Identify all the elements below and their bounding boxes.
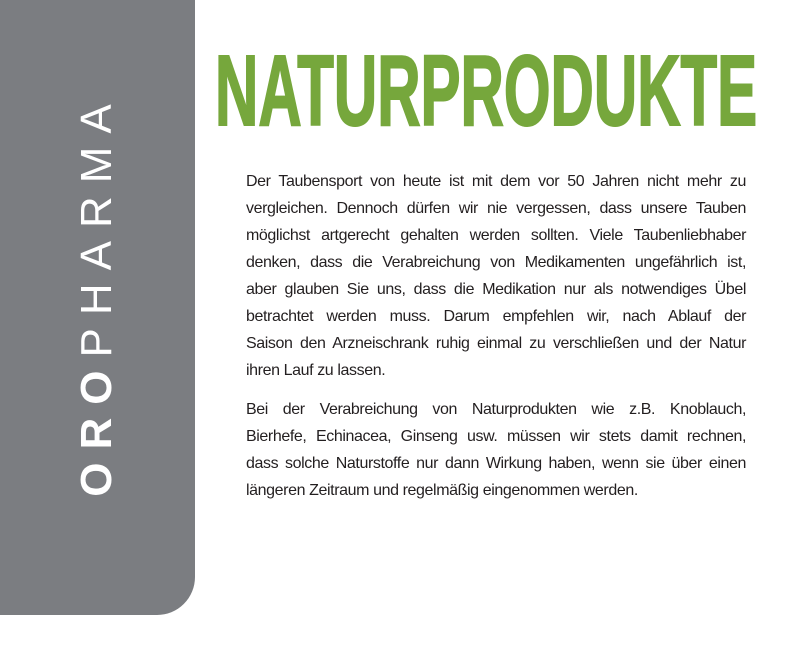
brand-logo-text: [72, 91, 121, 497]
brand-sidebar: [0, 0, 195, 615]
text-line: dass solche Naturstoffe nur dann Wirkung haben, wenn sie über einen: [246, 455, 746, 472]
brand-logo-bold-part: ORO: [72, 357, 121, 497]
brand-logo-light-part: PHARMA: [72, 91, 121, 358]
text-line: Bierhefe, Echinacea, Ginseng usw. müssen wir stets damit rechnen,: [246, 428, 746, 445]
text-line: aber glauben Sie uns, dass die Medikation nur als notwendiges Übel: [246, 281, 746, 298]
paragraph: [246, 168, 746, 384]
text-line: Saison den Arzneischrank ruhig einmal zu verschließen und der Natur: [246, 335, 746, 352]
page-title: NATURPRODUKTE: [215, 35, 758, 147]
text-line: möglichst artgerecht gehalten werden sollten. Viele Taubenliebhaber: [246, 227, 746, 244]
text-line: Der Taubensport von heute ist mit dem vor 50 Jahren nicht mehr zu: [246, 173, 746, 190]
body-text: [246, 168, 746, 516]
text-line: Bei der Verabreichung von Naturprodukten wie z.B. Knoblauch,: [246, 401, 746, 418]
text-line: ihren Lauf zu lassen.: [246, 362, 386, 379]
text-line: betrachtet werden muss. Darum empfehlen wir, nach Ablauf der: [246, 308, 746, 325]
text-line: denken, dass die Verabreichung von Medikamenten ungefährlich ist,: [246, 254, 746, 271]
text-line: längeren Zeitraum und regelmäßig eingenommen werden.: [246, 482, 638, 499]
text-line: vergleichen. Dennoch dürfen wir nie vergessen, dass unsere Tauben: [246, 200, 746, 217]
paragraph: [246, 396, 746, 504]
